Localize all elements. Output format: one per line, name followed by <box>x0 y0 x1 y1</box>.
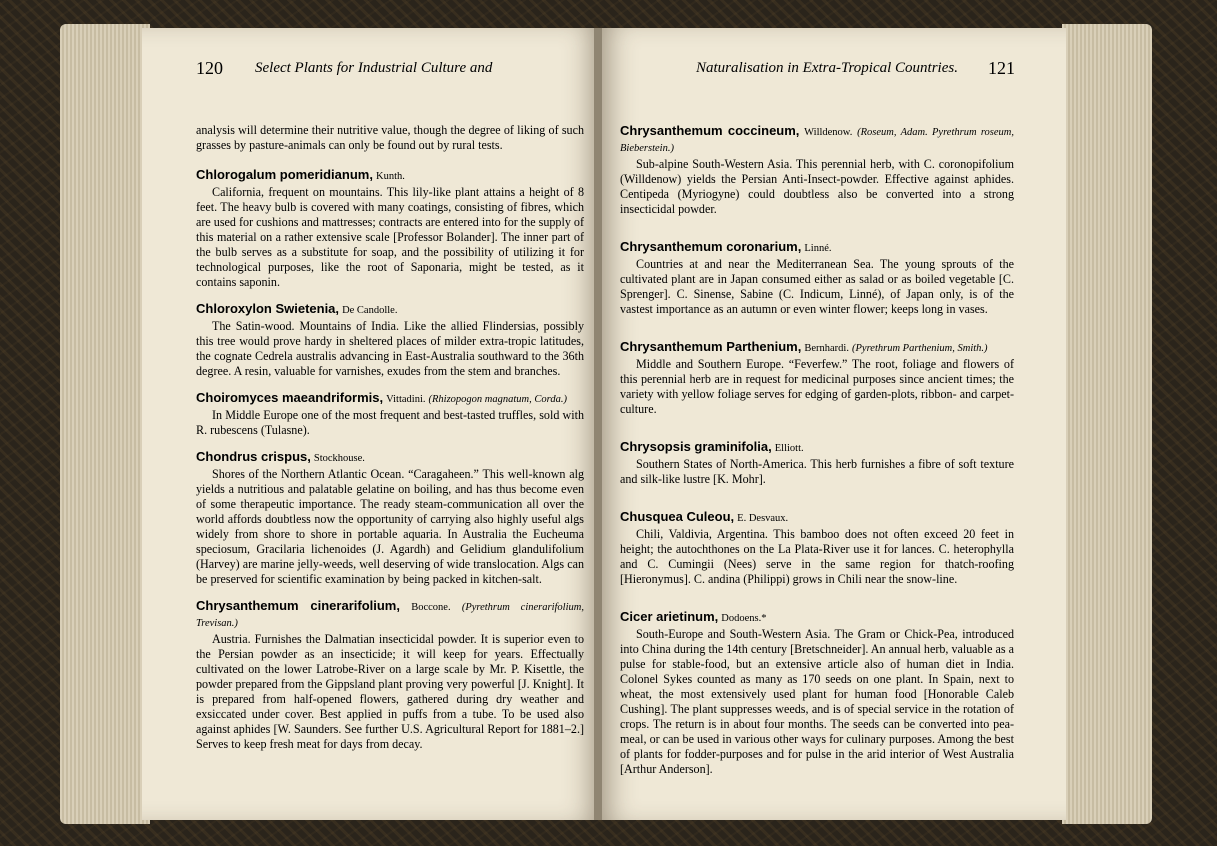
entry-name: Cicer arietinum, <box>620 609 719 624</box>
entry-chrysanthemum-parthenium <box>620 339 1014 417</box>
entry-synonym: (Pyrethrum cinerarifolium, Trevisan.) <box>196 602 584 629</box>
entry-choiromyces <box>196 390 584 438</box>
entry-cicer <box>620 609 1014 777</box>
entry-name: Chrysanthemum coronarium, <box>620 239 802 254</box>
entry-authority: Dodoens.* <box>721 613 767 624</box>
entry-chondrus <box>196 449 584 587</box>
entry-name: Chrysanthemum coccineum, <box>620 123 800 138</box>
entry-body: Countries at and near the Mediterranean Sea. The young sprouts of the cultivated plant are in Japan consumed either as salad or as boiled vegetable [C. Sprenger]. C. Sinense, Sabine (C. Indicum, Linné), of Japan only, is of the vastest importance as an autumn or even winter flower; keeps long in vases. <box>620 257 1014 316</box>
entry-authority: Linné. <box>804 243 832 254</box>
entry-authority: Elliott. <box>774 443 804 454</box>
entry-authority: E. Desvaux. <box>737 513 789 524</box>
entry-authority: Boccone. <box>411 602 451 613</box>
entry-synonym: (Rhizopogon magnatum, Corda.) <box>428 394 567 405</box>
left-running-head: Select Plants for Industrial Culture and <box>255 60 493 76</box>
entry-name: Chrysanthemum cinerarifolium, <box>196 598 400 613</box>
entry-chusquea <box>620 509 1014 587</box>
entry-name: Chlorogalum pomeridianum, <box>196 167 373 182</box>
entry-authority: Stockhouse. <box>313 453 365 464</box>
entry-synonym: (Pyrethrum Parthenium, Smith.) <box>852 343 988 354</box>
entry-body: Southern States of North-America. This herb furnishes a fibre of soft texture and silk-like lustre [K. Mohr]. <box>620 457 1014 486</box>
entry-name: Chrysanthemum Parthenium, <box>620 339 802 354</box>
entry-name: Chrysopsis graminifolia, <box>620 439 772 454</box>
entry-chrysanthemum-cinerarifolium <box>196 598 584 752</box>
entry-chlorogalum <box>196 167 584 290</box>
entry-name: Choiromyces maeandriformis, <box>196 390 384 405</box>
entry-name: Chusquea Culeou, <box>620 509 735 524</box>
right-page-number: 121 <box>988 58 1015 78</box>
entry-chrysopsis <box>620 439 1014 487</box>
entry-body: California, frequent on mountains. This lily-like plant attains a height of 8 feet. The heavy bulb is covered with many coatings, consisting of fibres, which are used for cushions and mattresses; contracts are entered into for the supply of this material on a rather extensive scale [Professor Bolander]. The inner part of the bulb serves as a substitute for soap, and the possibility of utilizing it for technological purposes, like the root of Saponaria, might be tested, as it contains saponin. <box>196 185 584 289</box>
entry-authority: Willdenow. <box>804 127 853 138</box>
entry-authority: Bernhardi. <box>804 343 849 354</box>
intro-paragraph: analysis will determine their nutritive value, though the degree of liking of such grasses by pasture-animals can only be found out by rural tests. <box>196 123 584 152</box>
entry-chrysanthemum-coronarium <box>620 239 1014 317</box>
entry-body: Chili, Valdivia, Argentina. This bamboo does not often exceed 20 feet in height; the autochthones on the La Plata-River use it for lances. C. heterophylla and C. Cumingii (Nees) serve in the same region for thatch-roofing [Hieronymus]. C. andina (Philippi) grows in Chili near the snow-line. <box>620 527 1014 586</box>
entry-chloroxylon <box>196 301 584 379</box>
entry-authority: Vittadini. <box>386 394 426 405</box>
entry-body: The Satin-wood. Mountains of India. Like the allied Flindersias, possibly this tree would prove hardy in sheltered places of milder extra-tropic latitudes, the cognate Cedrela australis advancing in East-Australia southward to the 36th degree. A resin, valuable for varnishes, exudes from the stem and branches. <box>196 319 584 378</box>
right-running-head: Naturalisation in Extra-Tropical Countries. <box>696 60 958 76</box>
entry-body: South-Europe and South-Western Asia. The Gram or Chick-Pea, introduced into China during the 14th century [Bretschneider]. An annual herb, valuable as a pulse for stable-food, but an extensive article also of human diet in India. Colonel Sykes counted as many as 170 seeds on one plant. In Spain, next to wheat, the most extensively used plant for human food [Honorable Caleb Cushing]. The plant suppresses weeds, and is of special service in the rotation of crops. The return is in about four months. The seeds can be converted into pea-meal, or can be used in various other ways for culinary purposes. Among the best of plants for fodder-purposes and for pulse in the arid interior of West Australia [Arthur Anderson]. <box>620 627 1014 776</box>
book-gutter <box>594 28 602 820</box>
left-page-number: 120 <box>196 58 223 78</box>
entry-body: Shores of the Northern Atlantic Ocean. “Caragaheen.” This well-known alg yields a nutritious and palatable gelatine on boiling, and has thus become even of some therapeutic importance. The ready steam-communication all over the world affords doubtless now the opportunity of carrying also highly useful algs widely from shore to shore in portable aquaria. In Australia the Eucheuma speciosum, Gracilaria lichenoides (J. Agardh) and Gelidium glandulifolium (Harvey) are marine jelly-weeds, well deserving of wide translocation. Algs can be preserved for scientific examination by being packed in kitchen-salt. <box>196 467 584 586</box>
entry-name: Chloroxylon Swietenia, <box>196 301 340 316</box>
right-text-column <box>620 123 1014 777</box>
entry-body: Middle and Southern Europe. “Feverfew.” The root, foliage and flowers of this perennial herb are in request for medicinal purposes since ancient times; the variety with yellow foliage serves for edging of garden-plots, ribbon- and carpet-culture. <box>620 357 1014 416</box>
entry-authority: De Candolle. <box>342 305 398 316</box>
entry-body: In Middle Europe one of the most frequent and best-tasted truffles, sold with R. rubescens (Tulasne). <box>196 408 584 437</box>
left-page-edges <box>60 24 150 824</box>
entry-body: Austria. Furnishes the Dalmatian insecticidal powder. It is superior even to the Persian powder as an insecticide; it will keep for years. Effectually cultivated on the lower Latrobe-River on a large scale by Mr. P. Kisettle, the powder prepared from the Gippsland plant proving very powerful [J. Knight]. It is prepared from half-opened flowers, gathered during dry weather and exsiccated under cover. Best applied in puffs from a tube. To be used also against aphides [W. Saunders. See further U.S. Agricultural Report for 1881–2.] Serves to keep fresh meat for days from decay. <box>196 632 584 751</box>
entry-name: Chondrus crispus, <box>196 449 311 464</box>
entry-body: Sub-alpine South-Western Asia. This perennial herb, with C. coronopifolium (Willdenow) yields the Persian Anti-Insect-powder. Effective against aphides. Centipeda (Myriogyne) could doubtless also be converted into a strong insecticidal powder. <box>620 157 1014 216</box>
entry-chrysanthemum-coccineum <box>620 123 1014 217</box>
left-text-column <box>196 123 584 752</box>
entry-authority: Kunth. <box>376 171 405 182</box>
right-page-edges <box>1062 24 1152 824</box>
entry-synonym: (Roseum, Adam. Pyrethrum roseum, Bieberstein.) <box>620 127 1015 154</box>
